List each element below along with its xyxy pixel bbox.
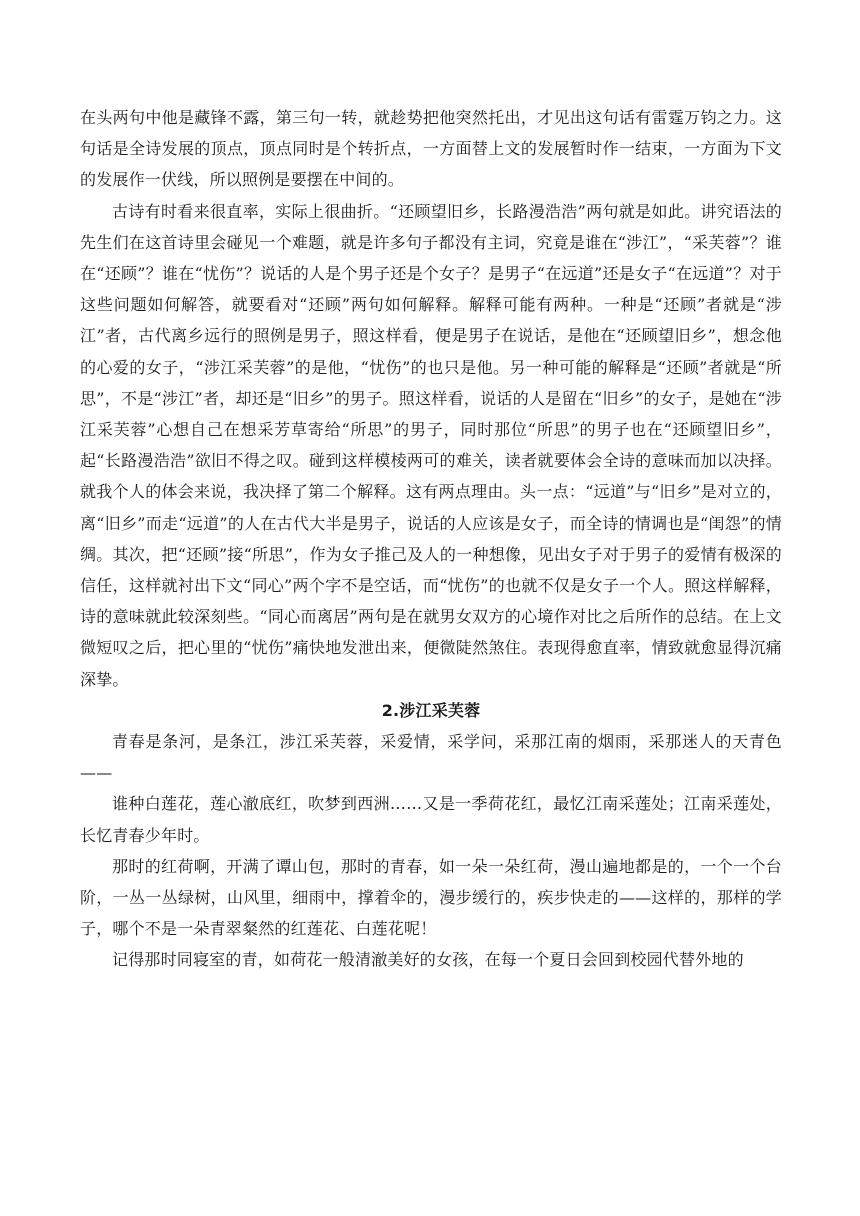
- section-heading: 2.涉江采芙蓉: [381, 700, 481, 720]
- section-paragraph-2: 谁种白莲花，莲心澈底红，吹梦到西洲……又是一季荷花红，最忆江南采莲处；江南采莲处，长忆青春少年时。: [80, 794, 782, 845]
- paragraph-2: 古诗有时看来很直率，实际上很曲折。“还顾望旧乡，长路漫浩浩”两句就是如此。讲究语法的先生们在这首诗里会碰见一个难题，就是许多句子都没有主词，究竟是谁在“涉江”，“采芙蓉”？谁在“还顾”？谁在“忧伤”？说话的人是个男子还是个女子？是男子“在远道”还是女子“在远道”？对于这些问题如何解答，就要看对“还顾”两句如何解释。解释可能有两种。一种是“还顾”者就是“涉江”者，古代离乡远行的照例是男子，照这样看，便是男子在说话，是他在“还顾望旧乡”，想念他的心爱的女子，“涉江采芙蓉”的是他，“忧伤”的也只是他。另一种可能的解释是“还顾”者就是“所思”，不是“涉江”者，却还是“旧乡”的男子。照这样看，说话的人是留在“旧乡”的女子，是她在“涉江采芙蓉”心想自己在想采芳草寄给“所思”的男子，同时那位“所思”的男子也在“还顾望旧乡”，起“长路漫浩浩”欲旧不得之叹。碰到这样模棱两可的难关，读者就要体会全诗的意味而加以决择。就我个人的体会来说，我决择了第二个解释。这有两点理由。头一点：“远道”与“旧乡”是对立的，离“旧乡”而走“远道”的人在古代大半是男子，说话的人应该是女子，而全诗的情调也是“闺怨”的情绸。其次，把“还顾”接“所思”，作为女子推己及人的一种想像，见出女子对于男子的爱情有极深的信任，这样就衬出下文“同心”两个字不是空话，而“忧伤”的也就不仅是女子一个人。照这样解释，诗的意味就此较深刻些。“同心而离居”两句是在就男女双方的心境作对比之后所作的总结。在上文微短叹之后，把心里的“忧伤”痛快地发泄出来，便微陡然煞住。表现得愈直率，情致就愈显得沉痛深挚。: [80, 201, 782, 689]
- section-paragraph-1: 青春是条河，是条江，涉江采芙蓉，采爱情，采学问，采那江南的烟雨，采那迷人的天青色——: [80, 732, 782, 783]
- section-paragraph-3: 那时的红荷啊，开满了谭山包，那时的青春，如一朵一朵红荷，漫山遍地都是的，一个一个台阶，一丛一丛绿树，山风里，细雨中，撑着伞的，漫步缓行的，疾步快走的——这样的，那样的学子，哪个不是一朵青翠粲然的红莲花、白莲花呢！: [80, 856, 782, 939]
- document-body: [80, 102, 782, 976]
- section-paragraph-4: 记得那时同寝室的青，如荷花一般清澈美好的女孩，在每一个夏日会回到校园代替外地的: [112, 950, 744, 970]
- paragraph-1: 在头两句中他是藏锋不露，第三句一转，就趁势把他突然托出，才见出这句话有雷霆万钧之力。这句话是全诗发展的顶点，顶点同时是个转折点，一方面替上文的发展暂时作一结束，一方面为下文的发展作一伏线，所以照例是要摆在中间的。: [80, 108, 782, 190]
